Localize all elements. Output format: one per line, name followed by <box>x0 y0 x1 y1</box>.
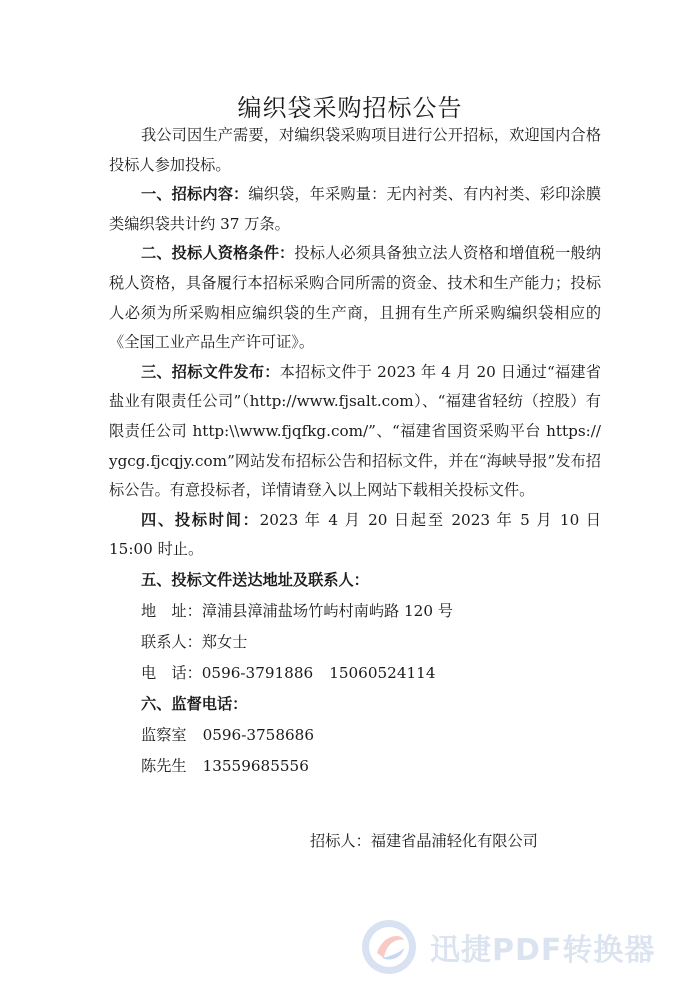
intro-paragraph: 我公司因生产需要，对编织袋采购项目进行公开招标，欢迎国内合格投标人参加投标。 <box>109 126 601 174</box>
supervision-label-2: 陈先生 <box>141 756 187 775</box>
supervision-phone-2: 13559685556 <box>202 756 309 775</box>
section-1 <box>109 180 601 239</box>
section-6-heading-line <box>109 689 601 720</box>
phone-label: 电 话： <box>141 663 202 682</box>
address-label: 地 址： <box>141 601 202 620</box>
section-5-heading-line <box>109 565 601 596</box>
contact-value: 郑女士 <box>201 632 248 651</box>
section-2 <box>109 239 601 357</box>
signature-line: 招标人：福建省晶浦轻化有限公司 <box>310 832 538 850</box>
section-3 <box>109 358 601 506</box>
section-4-body: 2023 年 4 月 20 日起至 2023 年 5 月 10 日 15:00 时止。 <box>109 510 601 559</box>
supervision-row-1 <box>109 720 601 751</box>
supervision-phone-1: 0596-3758686 <box>202 725 314 744</box>
supervision-row-2 <box>109 751 601 782</box>
document-title: 编织袋采购招标公告 <box>237 94 463 122</box>
address-line <box>109 596 601 627</box>
section-4 <box>109 506 601 565</box>
pdf-converter-logo-icon <box>360 918 418 976</box>
section-5-heading: 五、投标文件送达地址及联系人： <box>141 570 369 589</box>
section-6-heading: 六、监督电话： <box>141 694 248 713</box>
watermark <box>360 918 655 976</box>
contact-label: 联系人： <box>141 632 202 651</box>
section-3-body: 本招标文件于 2023 年 4 月 20 日通过“福建省盐业有限责任公司”（http://www.fjsalt.com）、“福建省轻纺（控股）有限责任公司 http:\\www.fjqfkg.com/”、“福建省国资采购平台 https://ygcg.fjcqjy.com”网站发布招标公告和招标文件，并在“海峡导报”发布招标公告。有意投标者，详情请登入以上网站下载相关投标文件。 <box>109 362 602 500</box>
watermark-text: 迅捷PDF转换器 <box>430 933 656 968</box>
section-3-heading: 三、招标文件发布： <box>141 362 280 381</box>
contact-line <box>109 627 601 658</box>
phone-2: 15060524114 <box>329 663 436 682</box>
address-value: 漳浦县漳浦盐场竹屿村南屿路 120 号 <box>201 601 454 620</box>
phone-1: 0596-3791886 <box>201 663 314 682</box>
section-1-body: 编织袋，年采购量：无内衬类、有内衬类、彩印涂膜类编织袋共计约 37 万条。 <box>109 185 602 233</box>
section-4-heading: 四、投标时间： <box>141 510 260 529</box>
section-2-heading: 二、投标人资格条件： <box>141 244 295 263</box>
section-1-heading: 一、招标内容： <box>141 185 249 204</box>
supervision-label-1: 监察室 <box>141 725 187 744</box>
document-body <box>109 121 601 782</box>
phone-line <box>109 658 601 689</box>
section-2-body: 投标人必须具备独立法人资格和增值税一般纳税人资格，具备履行本招标采购合同所需的资金、技术和生产能力；投标人必须为所采购相应编织袋的生产商，且拥有生产所采购编织袋相应的《全国工业产品生产许可证》。 <box>109 244 602 352</box>
